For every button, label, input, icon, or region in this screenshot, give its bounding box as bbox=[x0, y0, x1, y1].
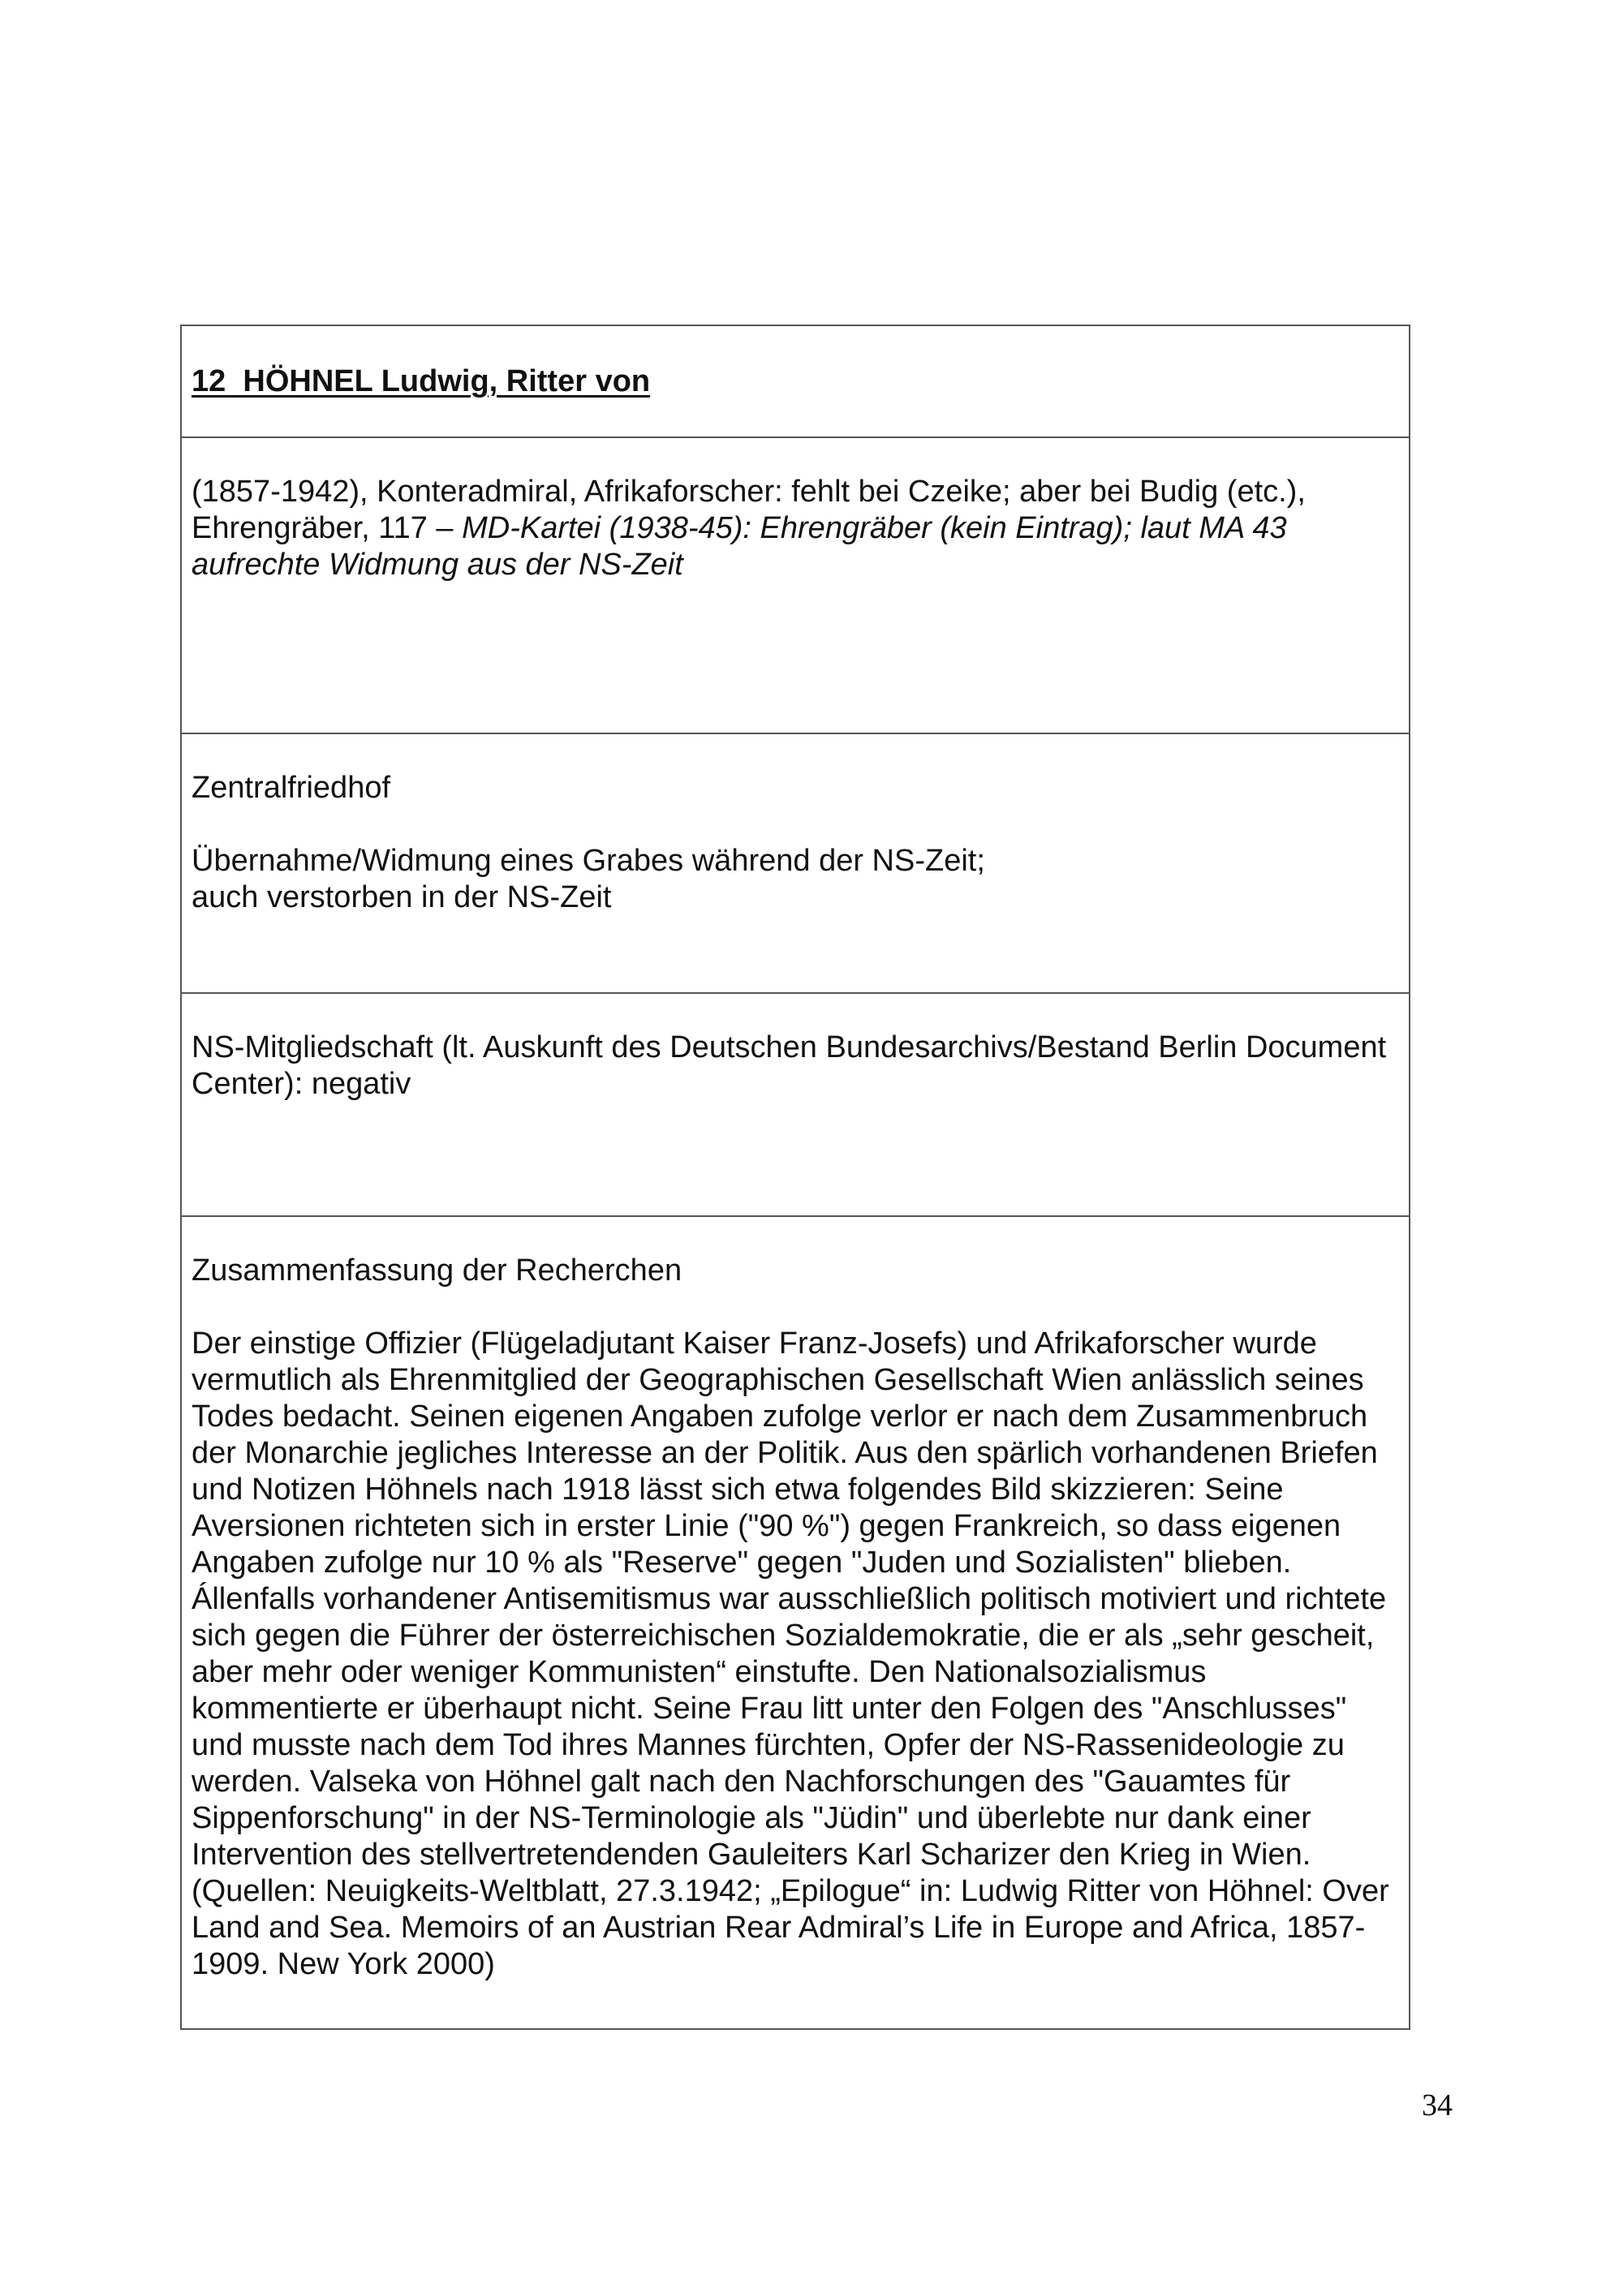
location-note-line1: Übernahme/Widmung eines Grabes während der NS-Zeit; bbox=[192, 844, 985, 878]
record-table bbox=[180, 325, 1410, 2030]
summary-row bbox=[182, 1217, 1409, 2028]
bio-plain: (1857-1942), Konteradmiral, Afrikaforscher: fehlt bei Czeike; aber bei Budig (etc.), Ehrengräber, 117 – bbox=[192, 475, 1306, 545]
location-row bbox=[182, 734, 1409, 994]
bio-row bbox=[182, 438, 1409, 734]
location-note-line2: auch verstorben in der NS-Zeit bbox=[192, 880, 612, 914]
page-number: 34 bbox=[1422, 2088, 1453, 2122]
record-title: 12 HÖHNEL Ludwig, Ritter von bbox=[192, 364, 651, 398]
summary-text: Der einstige Offizier (Flügeladjutant Kaiser Franz-Josefs) und Afrikaforscher wurde vermutlich als Ehrenmitglied der Geographischen Gesellschaft Wien anlässlich seines Todes bedacht. Seinen eigenen Angaben zufolge verlor er nach dem Zusammenbruch der Monarchie jegliches Interesse an der Politik. Aus den spärlich vorhandenen Briefen und Notizen Höhnels nach 1918 lässt sich etwa folgendes Bild skizzieren: Seine Aversionen richteten sich in erster Linie ("90 %") gegen Frankreich, so dass eigenen Angaben zufolge nur 10 % als "Reserve" gegen "Juden und Sozialisten" blieben. Állenfalls vorhandener Antisemitismus war ausschließlich politisch motiviert und richtete sich gegen die Führer der österreichischen Sozialdemokratie, die er als „sehr gescheit, aber mehr oder weniger Kommunisten“ einstufte. Den Nationalsozialismus kommentierte er überhaupt nicht. Seine Frau litt unter den Folgen des "Anschlusses" und musste nach dem Tod ihres Mannes fürchten, Opfer der NS-Rassenideologie zu werden. Valseka von Höhnel galt nach den Nachforschungen des "Gauamtes für Sippenforschung" in der NS-Terminologie als "Jüdin" und überlebte nur dank einer Intervention des stellvertretendenden Gauleiters Karl Scharizer den Krieg in Wien. (Quellen: Neuigkeits-Weltblatt, 27.3.1942; „Epilogue“ in: Ludwig Ritter von Höhnel: Over Land and Sea. Memoirs of an Austrian Rear Admiral’s Life in Europe and Africa, 1857-1909. New York 2000) bbox=[192, 1326, 1389, 1981]
bio-italic: MD-Kartei (1938-45): Ehrengräber (kein Eintrag); laut MA 43 aufrechte Widmung aus der NS-Zeit bbox=[192, 511, 1287, 582]
cemetery-name: Zentralfriedhof bbox=[192, 771, 391, 805]
membership-row bbox=[182, 994, 1409, 1217]
title-row bbox=[182, 326, 1409, 438]
membership-text: NS-Mitgliedschaft (lt. Auskunft des Deutschen Bundesarchivs/Bestand Berlin Document Center): negativ bbox=[192, 1030, 1387, 1101]
bio-text bbox=[192, 474, 1399, 583]
summary-heading: Zusammenfassung der Recherchen bbox=[192, 1253, 682, 1288]
